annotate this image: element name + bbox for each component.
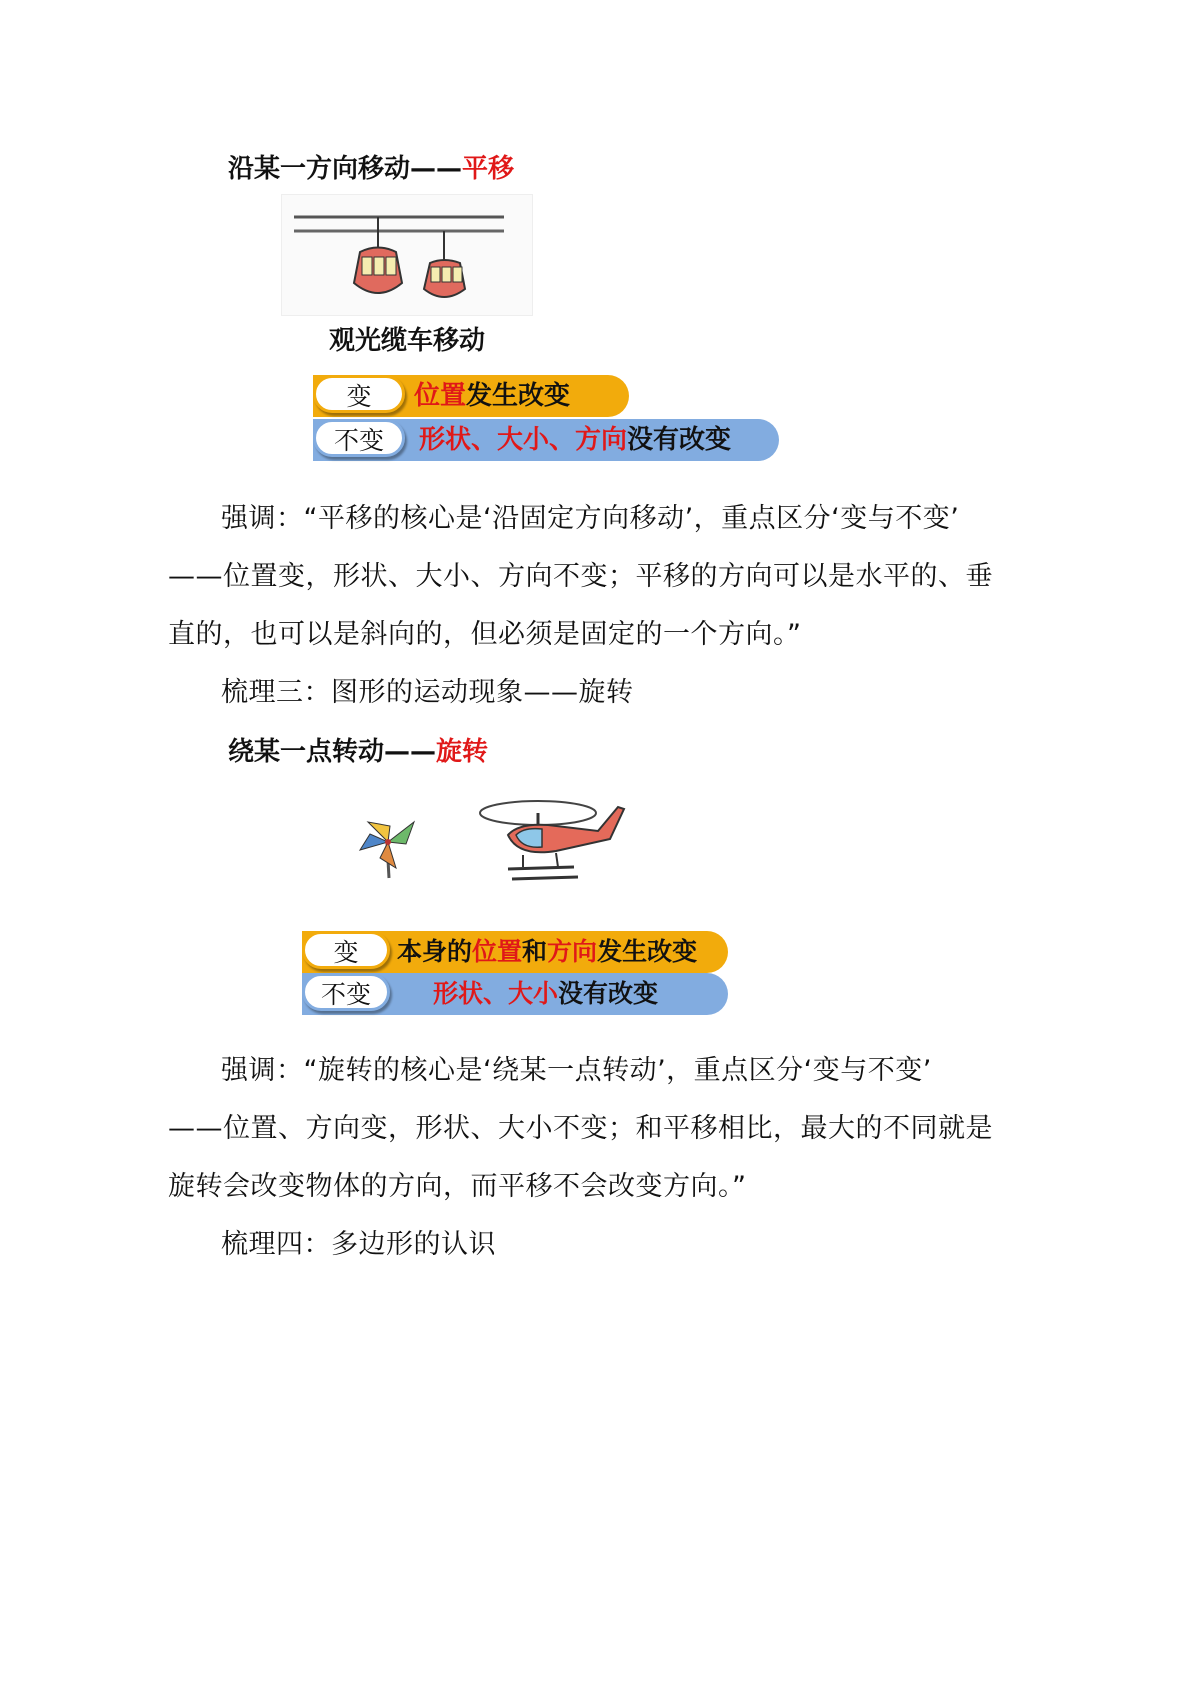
pinwheel-illustration (356, 812, 420, 880)
nochange-tag: 不变 (302, 973, 390, 1011)
translation-keyword: 平移 (462, 154, 515, 184)
position-keyword: 位置 (414, 381, 467, 411)
rotation-keyword: 旋转 (436, 737, 489, 767)
direction-keyword: 方向 (547, 937, 598, 966)
emphasis-2-line-1: 强调：“旋转的核心是‘绕某一点转动’，重点区分‘变与不变’ (221, 1055, 932, 1086)
cable-car-illustration (281, 194, 533, 316)
translation-change-bar (313, 375, 629, 417)
shape-size-keyword: 形状、大小 (433, 979, 559, 1008)
change-text-a: 本身的 (397, 937, 473, 966)
rotation-change-text (397, 931, 697, 973)
emphasis-1-line-1: 强调：“平移的核心是‘沿固定方向移动’，重点区分‘变与不变’ (221, 503, 960, 534)
emphasis-1-line-3: 直的，也可以是斜向的，但必须是固定的一个方向。” (168, 619, 802, 650)
change-text-c: 发生改变 (597, 937, 698, 966)
rotation-nochange-text (433, 973, 658, 1015)
translation-change-text (414, 375, 570, 417)
change-text-b: 和 (522, 937, 548, 966)
rotation-heading (228, 731, 488, 768)
position-keyword: 位置 (472, 937, 523, 966)
translation-nochange-bar (313, 419, 779, 461)
change-tag: 变 (313, 375, 405, 413)
rotation-change-bar (302, 931, 728, 973)
rotation-nochange-bar (302, 973, 728, 1015)
emphasis-2-line-2: ——位置、方向变，形状、大小不变；和平移相比，最大的不同就是 (168, 1113, 993, 1144)
section-three-title: 梳理三：图形的运动现象——旋转 (221, 677, 634, 708)
translation-nochange-text (419, 419, 731, 461)
nochange-text-rest: 没有改变 (627, 425, 732, 455)
emphasis-2-line-3: 旋转会改变物体的方向，而平移不会改变方向。” (168, 1171, 747, 1202)
shape-size-direction-keyword: 形状、大小、方向 (419, 425, 628, 455)
rotation-heading-prefix: 绕某一点转动—— (228, 737, 437, 767)
helicopter-illustration (478, 795, 628, 885)
translation-heading-prefix: 沿某一方向移动—— (228, 154, 463, 184)
emphasis-1-line-2: ——位置变，形状、大小、方向不变；平移的方向可以是水平的、垂 (168, 561, 993, 592)
change-tag: 变 (302, 931, 390, 969)
nochange-tag: 不变 (313, 419, 405, 457)
cable-car-caption: 观光缆车移动 (329, 326, 486, 356)
section-four-title: 梳理四：多边形的认识 (221, 1229, 496, 1260)
translation-heading (228, 148, 514, 185)
nochange-text-rest: 没有改变 (558, 979, 659, 1008)
change-text-rest: 发生改变 (466, 381, 571, 411)
